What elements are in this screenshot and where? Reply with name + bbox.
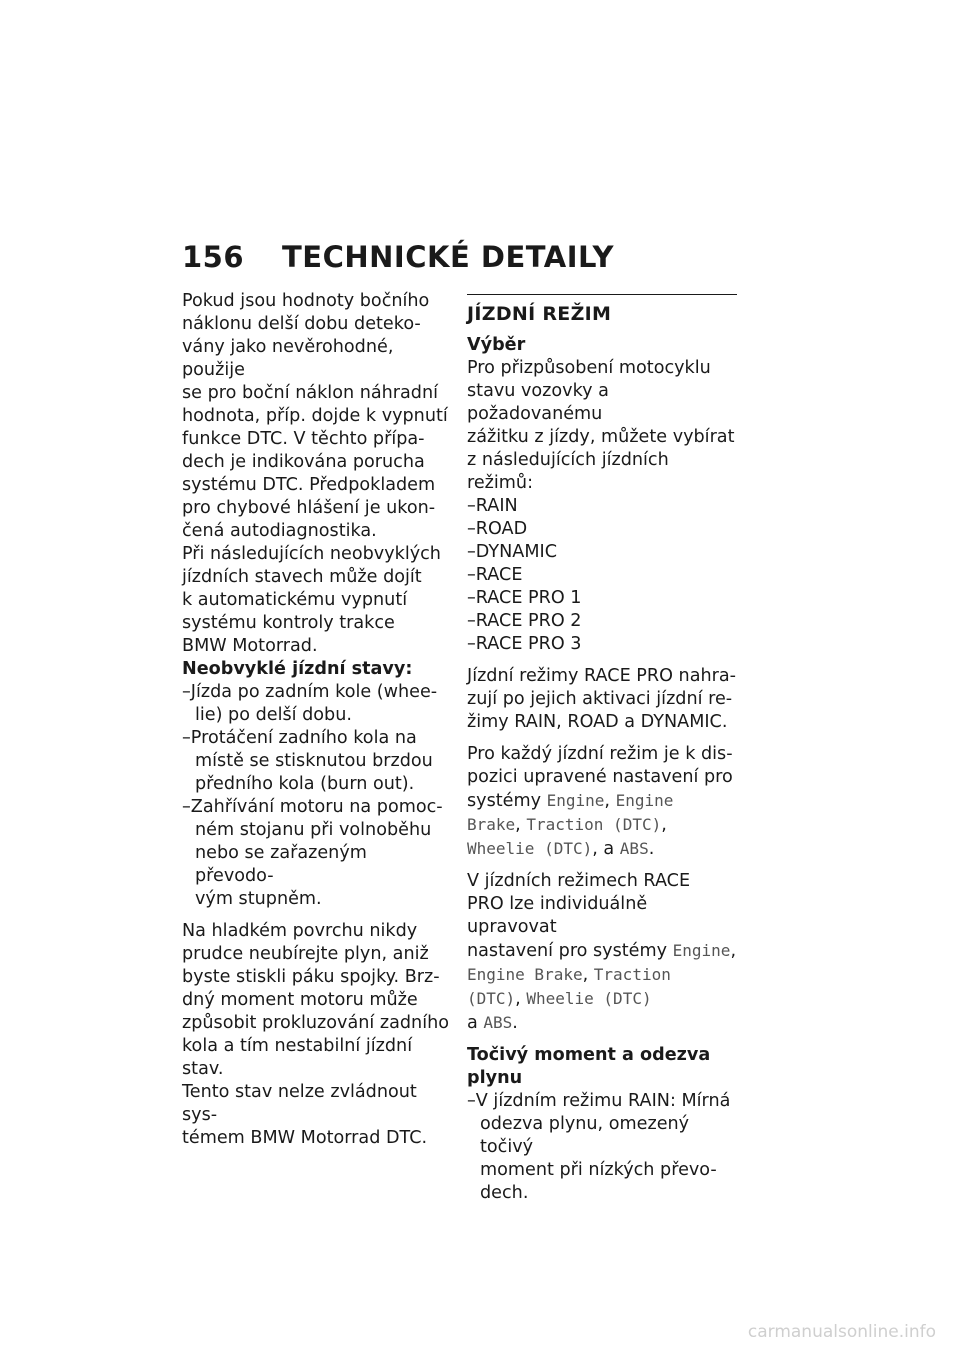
text-line: dech je indikována porucha (182, 452, 425, 472)
text-line: –V jízdním režimu RAIN: Mírná (467, 1091, 731, 1111)
system-name: Wheelie (DTC) (526, 989, 652, 1008)
riding-modes-list (467, 495, 739, 656)
text-line: systému kontroly trakce (182, 613, 395, 633)
text-line: k automatickému vypnutí (182, 590, 408, 610)
text-line: –Jízda po zadním kole (whee- (182, 682, 438, 702)
paragraph-intro (467, 357, 739, 495)
system-name: Engine Brake (467, 965, 583, 984)
system-name: Engine (546, 791, 605, 810)
text-line: hodnota, příp. dojde k vypnutí (182, 406, 448, 426)
subheading-torque (467, 1044, 739, 1090)
list-item: –ROAD (467, 519, 528, 539)
text-line: vány jako nevěrohodné, použije (182, 337, 394, 380)
text-line: BMW Motorrad. (182, 636, 318, 656)
text-line: dech. (480, 1183, 529, 1203)
system-name: ABS (483, 1013, 513, 1032)
text-fragment: . (512, 1013, 518, 1033)
list-item (182, 681, 450, 727)
text-line: systému DTC. Předpokladem (182, 475, 436, 495)
list-item: –RACE PRO 3 (467, 634, 582, 654)
text-line (467, 987, 739, 1011)
text-line: odezva plynu, omezený točivý (480, 1114, 690, 1157)
text-line: plynu (467, 1068, 523, 1088)
text-line: Na hladkém povrchu nikdy (182, 921, 418, 941)
list-item (467, 1090, 739, 1205)
text-line: byste stiskli páku spojky. Brz- (182, 967, 440, 987)
text-line: zážitku z jízdy, můžete vybírat (467, 427, 735, 447)
text-fragment: , (515, 815, 527, 835)
text-line: z následujících jízdních režimů: (467, 450, 669, 493)
text-line: Jízdní režimy RACE PRO nahra- (467, 666, 737, 686)
list-item: –RAIN (467, 496, 518, 516)
text-line (467, 1011, 739, 1035)
text-line (467, 939, 739, 963)
paragraph-dtc-lean (182, 290, 450, 543)
left-column (182, 290, 450, 1150)
text-line (467, 813, 739, 837)
text-line: –Zahřívání motoru na pomoc- (182, 797, 443, 817)
subheading-selection: Výběr (467, 335, 526, 355)
text-fragment: , (604, 791, 616, 811)
system-name: (DTC) (467, 989, 516, 1008)
text-line: V jízdních režimech RACE (467, 871, 691, 891)
text-line: moment při nízkých převo- (480, 1160, 717, 1180)
text-line: stavu vozovky a požadovanému (467, 381, 609, 424)
system-name: Traction (DTC) (526, 815, 662, 834)
paragraph-race-pro-custom (467, 870, 739, 1035)
text-line: předního kola (burn out). (195, 774, 415, 794)
text-line: pro chybové hlášení je ukon- (182, 498, 436, 518)
text-fragment: , a (592, 839, 620, 859)
text-fragment: a (467, 1013, 484, 1033)
text-line: Pro každý jízdní režim je k dis- (467, 744, 733, 764)
text-line: místě se stisknutou brzdou (195, 751, 433, 771)
text-line: pozici upravené nastavení pro (467, 767, 733, 787)
text-line (467, 837, 739, 861)
text-line: dný moment motoru může (182, 990, 418, 1010)
text-fragment: systémy (467, 791, 547, 811)
chapter-title: TECHNICKÉ DETAILY (282, 240, 614, 274)
list-item: –RACE PRO 1 (467, 588, 582, 608)
system-name: Traction (593, 965, 671, 984)
text-line: vým stupněm. (195, 889, 322, 909)
text-line: Při následujících neobvyklých (182, 544, 441, 564)
text-fragment: , (661, 815, 667, 835)
page-number: 156 (182, 240, 245, 274)
paragraph-smooth-surface (182, 920, 450, 1150)
unusual-states-list (182, 681, 450, 911)
text-line: náklonu delší dobu deteko- (182, 314, 421, 334)
text-line: Pokud jsou hodnoty bočního (182, 291, 430, 311)
paragraph-race-pro-replace (467, 665, 739, 734)
unusual-states-heading: Neobvyklé jízdní stavy: (182, 659, 413, 679)
text-line: funkce DTC. V těchto přípa- (182, 429, 425, 449)
list-item (182, 796, 450, 911)
section-title: JÍZDNÍ REŽIM (467, 303, 612, 325)
text-line: lie) po delší dobu. (195, 705, 352, 725)
text-line: způsobit prokluzování zadního (182, 1013, 449, 1033)
list-item: –RACE (467, 565, 523, 585)
text-line (467, 789, 739, 813)
list-item: –RACE PRO 2 (467, 611, 582, 631)
text-line: prudce neubírejte plyn, aniž (182, 944, 429, 964)
text-line: žimy RAIN, ROAD a DYNAMIC. (467, 712, 728, 732)
paragraph-each-mode (467, 743, 739, 861)
right-column (467, 290, 739, 1205)
text-fragment: nastavení pro systémy (467, 941, 673, 961)
text-line: ném stojanu při volnoběhu (195, 820, 432, 840)
text-line: Tento stav nelze zvládnout sys- (182, 1082, 417, 1125)
text-fragment: , (582, 965, 594, 985)
text-line: nebo se zařazeným převodo- (195, 843, 367, 886)
text-line: Točivý moment a odezva (467, 1045, 711, 1065)
page-header (182, 240, 614, 274)
list-item (182, 727, 450, 796)
text-line: čená autodiagnostika. (182, 521, 377, 541)
system-name: Brake (467, 815, 516, 834)
list-item: –DYNAMIC (467, 542, 557, 562)
text-line: zují po jejich aktivaci jízdní re- (467, 689, 733, 709)
text-line: se pro boční náklon náhradní (182, 383, 439, 403)
text-fragment: , (730, 941, 737, 961)
section-divider (467, 294, 737, 295)
watermark: carmanualsonline.info (747, 1322, 936, 1342)
text-fragment: , (515, 989, 527, 1009)
text-line: kola a tím nestabilní jízdní stav. (182, 1036, 413, 1079)
system-name: Engine (672, 941, 731, 960)
system-name: Engine (615, 791, 674, 810)
system-name: Wheelie (DTC) (467, 839, 593, 858)
text-line: PRO lze individuálně upravovat (467, 894, 648, 937)
text-fragment: . (648, 839, 655, 859)
text-line: –Protáčení zadního kola na (182, 728, 417, 748)
paragraph-auto-off (182, 543, 450, 658)
text-line: témem BMW Motorrad DTC. (182, 1128, 428, 1148)
system-name: ABS (619, 839, 649, 858)
text-line: Pro přizpůsobení motocyklu (467, 358, 711, 378)
text-line (467, 963, 739, 987)
text-line: jízdních stavech může dojít (182, 567, 422, 587)
